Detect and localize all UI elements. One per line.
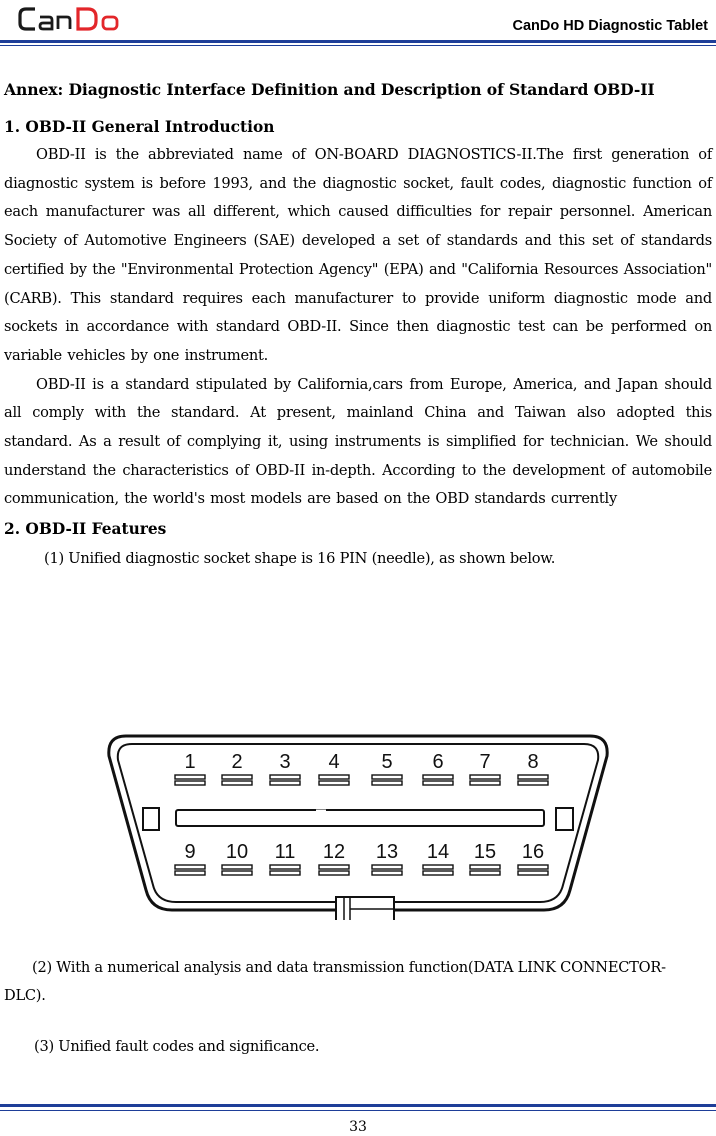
page-content bbox=[4, 76, 712, 574]
pin-label-7: 7 bbox=[479, 751, 491, 773]
pin-2-contact-1 bbox=[222, 775, 252, 779]
pin-label-16: 16 bbox=[521, 841, 545, 863]
pin-label-5: 5 bbox=[381, 751, 393, 773]
pin-4-contact-2 bbox=[319, 781, 349, 785]
connector-right-slot bbox=[556, 808, 573, 830]
pin-13-contact-2 bbox=[372, 871, 402, 875]
pin-14-contact-2 bbox=[423, 871, 453, 875]
pin-1-contact-2 bbox=[175, 781, 205, 785]
pin-11-contact-2 bbox=[270, 871, 300, 875]
header-title: CanDo HD Diagnostic Tablet bbox=[512, 18, 708, 34]
pin-16-contact-2 bbox=[518, 871, 548, 875]
pin-5-contact-2 bbox=[372, 781, 402, 785]
obd-connector-diagram bbox=[104, 732, 612, 920]
section-1-paragraph-1: OBD-II is the abbreviated name of ON-BOARD DIAGNOSTICS-II.The first generation of diagnostic system is before 1993, and the diagnostic socket, fault codes, diagnostic function of each manufacturer was all different, which caused difficulties for repair personnel. American Society of Automotive Engineers (SAE) developed a set of standards and this set of standards certified by the "Environmental Protection Agency" (EPA) and "California Resources Association" (CARB). This standard requires each manufacturer to provide uniform diagnostic mode and sockets in accordance with standard OBD-II. Since then diagnostic test can be performed on variable vehicles by one instrument. bbox=[4, 146, 712, 364]
pin-5-contact-1 bbox=[372, 775, 402, 779]
pin-10-contact-1 bbox=[222, 865, 252, 869]
pin-6-contact-1 bbox=[423, 775, 453, 779]
pin-2-contact-2 bbox=[222, 781, 252, 785]
pin-8-contact-2 bbox=[518, 781, 548, 785]
pin-7-contact-1 bbox=[470, 775, 500, 779]
pin-label-3: 3 bbox=[279, 751, 291, 773]
annex-title: Annex: Diagnostic Interface Definition and Description of Standard OBD-II bbox=[4, 80, 655, 99]
section-1-heading: 1. OBD-II General Introduction bbox=[4, 118, 275, 136]
header-rule-thin bbox=[0, 45, 716, 46]
feature-2-text: (2) With a numerical analysis and data transmission function(DATA LINK CONNECTOR-DLC). bbox=[4, 959, 666, 1004]
pin-label-14: 14 bbox=[426, 841, 450, 863]
pin-label-1: 1 bbox=[184, 751, 196, 773]
pin-label-6: 6 bbox=[432, 751, 444, 773]
footer-rule-thick bbox=[0, 1104, 716, 1107]
pin-label-11: 11 bbox=[274, 841, 296, 863]
feature-3-text: (3) Unified fault codes and significance. bbox=[34, 1038, 320, 1055]
pin-9-contact-2 bbox=[175, 871, 205, 875]
pin-label-2: 2 bbox=[231, 751, 243, 773]
pin-7-contact-2 bbox=[470, 781, 500, 785]
section-2-heading: 2. OBD-II Features bbox=[4, 520, 167, 539]
pin-label-4: 4 bbox=[328, 751, 340, 773]
section-1-paragraph-2: OBD-II is a standard stipulated by California,cars from Europe, America, and Japan should all comply with the standard. At present, mainland China and Taiwan also adopted this standard. As a result of complying it, using instruments is simplified for technician. We should understand the characteristics of OBD-II in-depth. According to the development of automobile communication, the world's most models are based on the OBD standards currently bbox=[4, 375, 712, 508]
pin-label-13: 13 bbox=[375, 841, 399, 863]
pin-3-contact-1 bbox=[270, 775, 300, 779]
pin-label-10: 10 bbox=[225, 841, 249, 863]
pin-4-contact-1 bbox=[319, 775, 349, 779]
pin-label-15: 15 bbox=[473, 841, 497, 863]
pin-12-contact-1 bbox=[319, 865, 349, 869]
header-rule-thick bbox=[0, 40, 716, 43]
pin-10-contact-2 bbox=[222, 871, 252, 875]
pin-3-contact-2 bbox=[270, 781, 300, 785]
pin-16-contact-1 bbox=[518, 865, 548, 869]
pin-label-9: 9 bbox=[184, 841, 196, 863]
pin-12-contact-2 bbox=[319, 871, 349, 875]
connector-center-bar bbox=[176, 810, 544, 826]
footer-rule-thin bbox=[0, 1110, 716, 1111]
pin-13-contact-1 bbox=[372, 865, 402, 869]
pin-15-contact-2 bbox=[470, 871, 500, 875]
pin-label-8: 8 bbox=[527, 751, 539, 773]
pin-1-contact-1 bbox=[175, 775, 205, 779]
feature-1-text: (1) Unified diagnostic socket shape is 16 PIN (needle), as shown below. bbox=[44, 550, 556, 568]
page-number: 33 bbox=[349, 1119, 367, 1135]
pin-11-contact-1 bbox=[270, 865, 300, 869]
pin-15-contact-1 bbox=[470, 865, 500, 869]
obd-connector-figure bbox=[104, 732, 612, 920]
pin-9-contact-1 bbox=[175, 865, 205, 869]
pin-8-contact-1 bbox=[518, 775, 548, 779]
cando-logo bbox=[18, 4, 130, 34]
pin-14-contact-1 bbox=[423, 865, 453, 869]
pin-6-contact-2 bbox=[423, 781, 453, 785]
pin-label-12: 12 bbox=[322, 841, 346, 863]
connector-left-slot bbox=[143, 808, 159, 830]
